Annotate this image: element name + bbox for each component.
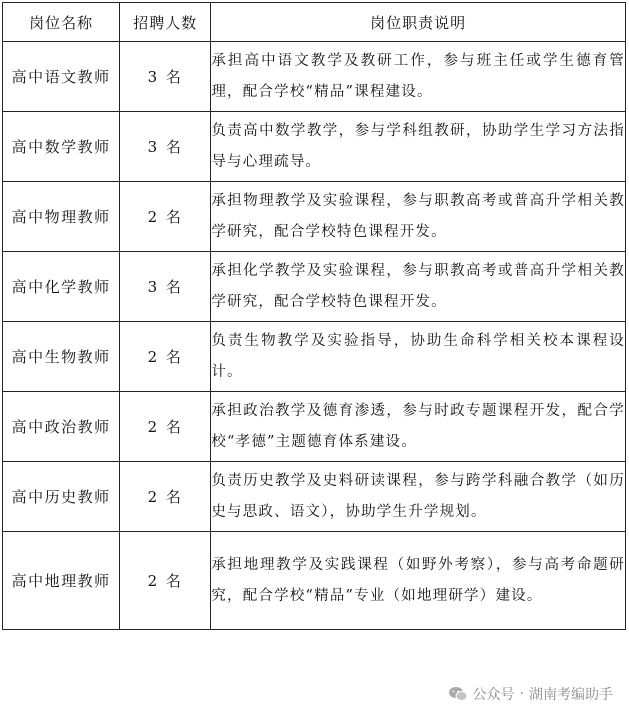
wechat-icon — [448, 686, 468, 702]
position-name: 高中历史教师 — [3, 462, 120, 532]
hiring-count: 2 名 — [120, 322, 211, 392]
table-row — [3, 42, 626, 112]
watermark-separator: · — [519, 686, 524, 702]
position-name: 高中数学教师 — [3, 112, 120, 182]
table-row — [3, 322, 626, 392]
job-table — [2, 2, 626, 630]
duty-description: 承担地理教学及实践课程（如野外考察），参与高考命题研究，配合学校“精品”专业（如地理研学）建设。 — [211, 532, 626, 630]
table-row — [3, 392, 626, 462]
table-row — [3, 252, 626, 322]
table-row — [3, 462, 626, 532]
hiring-count: 3 名 — [120, 252, 211, 322]
duty-description: 承担高中语文教学及教研工作，参与班主任或学生德育管理，配合学校“精品”课程建设。 — [211, 42, 626, 112]
duty-description: 承担物理教学及实验课程，参与职教高考或普高升学相关教学研究，配合学校特色课程开发。 — [211, 182, 626, 252]
duty-description: 负责生物教学及实验指导，协助生命科学相关校本课程设计。 — [211, 322, 626, 392]
position-name: 高中生物教师 — [3, 322, 120, 392]
hiring-count: 3 名 — [120, 42, 211, 112]
hiring-count: 2 名 — [120, 182, 211, 252]
hiring-count: 2 名 — [120, 392, 211, 462]
watermark-platform: 公众号 — [472, 687, 515, 703]
position-name: 高中语文教师 — [3, 42, 120, 112]
hiring-count: 2 名 — [120, 532, 211, 630]
table-row — [3, 182, 626, 252]
duty-description: 负责高中数学教学，参与学科组教研，协助学生学习方法指导与心理疏导。 — [211, 112, 626, 182]
hiring-count: 3 名 — [120, 112, 211, 182]
position-name: 高中化学教师 — [3, 252, 120, 322]
header-hiring-count: 招聘人数 — [120, 3, 211, 42]
header-position-name: 岗位名称 — [3, 3, 120, 42]
hiring-count: 2 名 — [120, 462, 211, 532]
watermark-account: 湖南考编助手 — [529, 687, 613, 703]
table-header-row — [3, 3, 626, 42]
duty-description: 承担政治教学及德育渗透，参与时政专题课程开发，配合学校“孝德”主题德育体系建设。 — [211, 392, 626, 462]
position-name: 高中物理教师 — [3, 182, 120, 252]
position-name: 高中政治教师 — [3, 392, 120, 462]
duty-description: 负责历史教学及史料研读课程，参与跨学科融合教学（如历史与思政、语文），协助学生升学规划。 — [211, 462, 626, 532]
table-row — [3, 112, 626, 182]
position-name: 高中地理教师 — [3, 532, 120, 630]
duty-description: 承担化学教学及实验课程，参与职教高考或普高升学相关教学研究，配合学校特色课程开发。 — [211, 252, 626, 322]
watermark — [444, 682, 617, 706]
table-row — [3, 532, 626, 630]
header-duty-description: 岗位职责说明 — [211, 3, 626, 42]
